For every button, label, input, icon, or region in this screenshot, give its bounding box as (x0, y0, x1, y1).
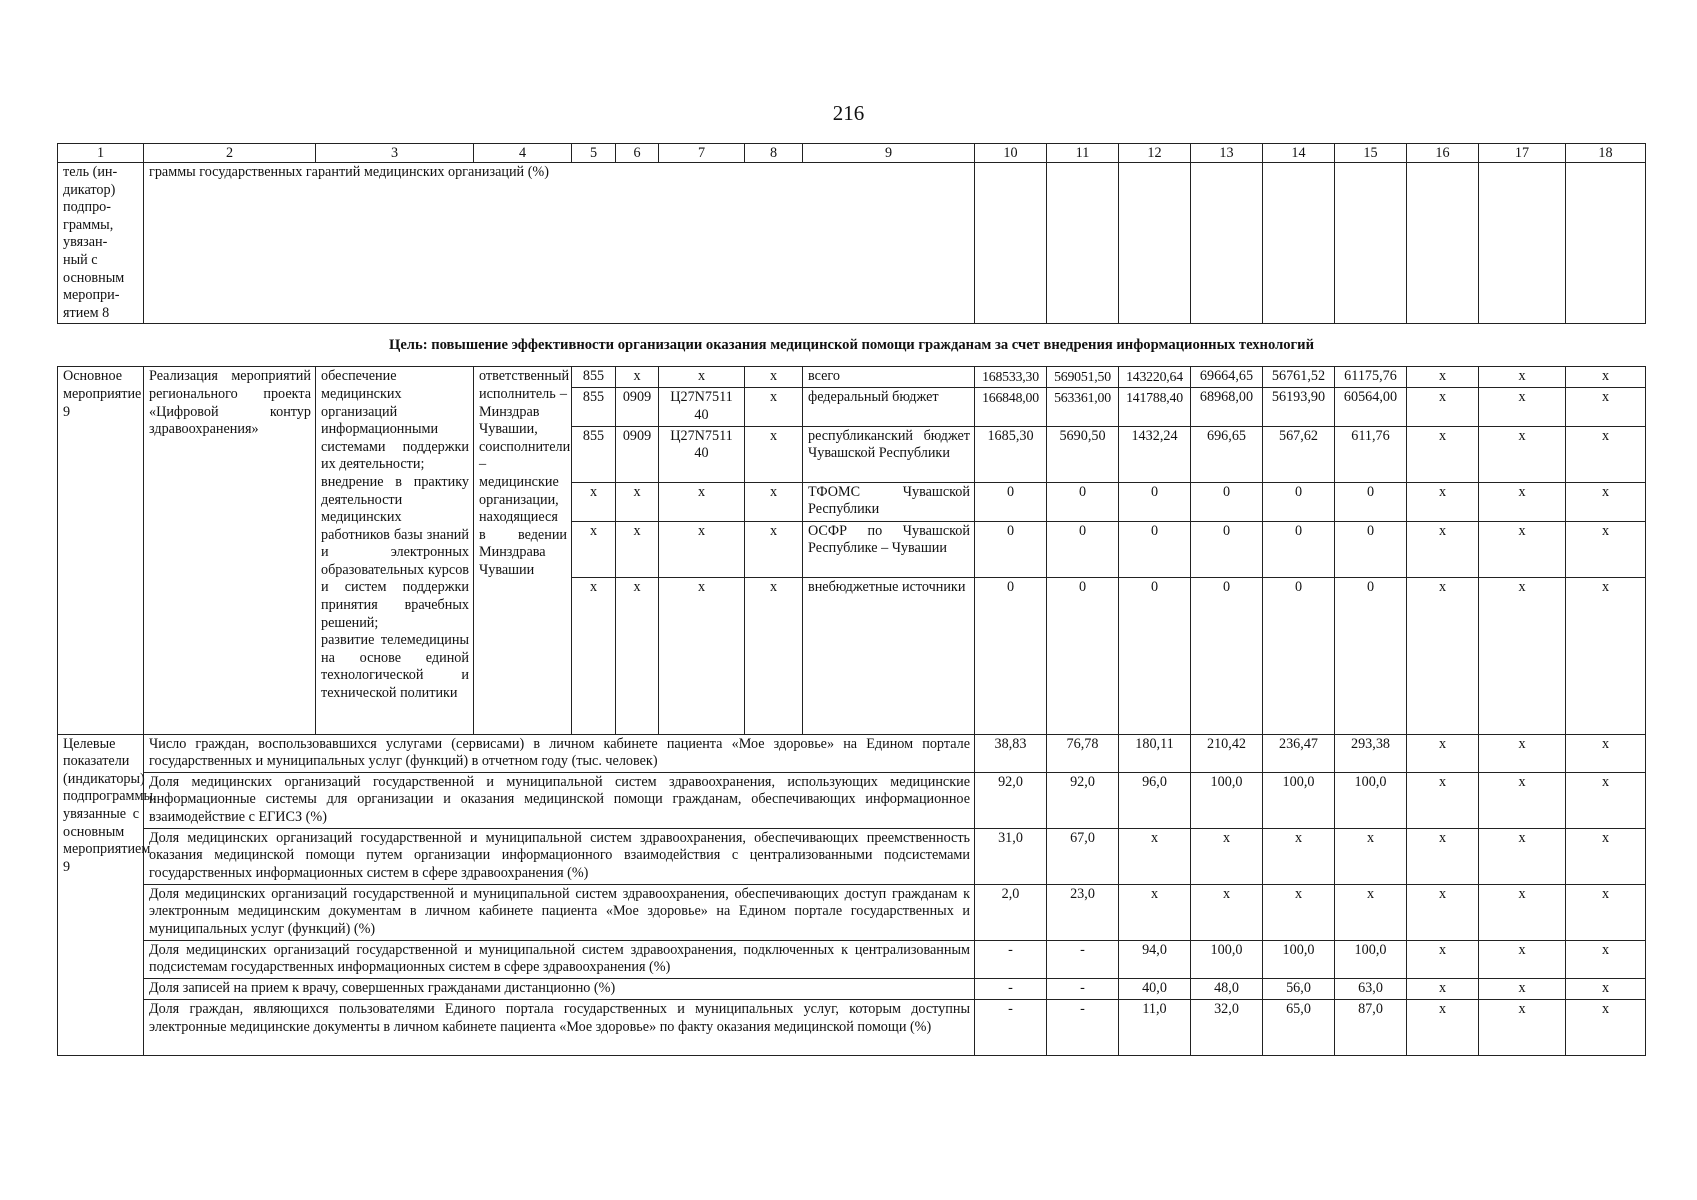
column-number: 4 (474, 144, 572, 163)
value-cell: x (1479, 388, 1566, 426)
value-cell: x (1479, 521, 1566, 577)
expense-type-cell: x (745, 521, 803, 577)
value-cell: x (1119, 828, 1191, 884)
value-cell: 1432,24 (1119, 426, 1191, 482)
funding-row (58, 367, 1646, 388)
indicator-text-cell: Доля медицинских организаций государственной и муниципальной систем здравоохранения, обеспечивающих доступ гражданам к электронным медицинским документам в личном кабинете пациента «Мое здоровье» на Едином портале государственных и муниципальных услуг (функций) (%) (144, 884, 975, 940)
funding-source-cell: ТФОМС Чувашской Республики (803, 482, 975, 521)
column-number: 1 (58, 144, 144, 163)
value-cell: 696,65 (1191, 426, 1263, 482)
column-number: 5 (572, 144, 616, 163)
value-cell: 0 (1047, 521, 1119, 577)
value-cell: 0 (975, 521, 1047, 577)
value-cell: 0 (975, 577, 1047, 734)
value-cell: 67,0 (1047, 828, 1119, 884)
column-number-row (58, 144, 1646, 163)
value-cell: 61175,76 (1335, 367, 1407, 388)
budget-code-cell: x (572, 577, 616, 734)
target-indicator-row (58, 940, 1646, 978)
value-cell: 0 (1263, 577, 1335, 734)
funding-source-cell: федеральный бюджет (803, 388, 975, 426)
value-cell: x (1407, 367, 1479, 388)
value-cell: 31,0 (975, 828, 1047, 884)
value-cell: 0 (1191, 482, 1263, 521)
value-cell: 56761,52 (1263, 367, 1335, 388)
column-number: 2 (144, 144, 316, 163)
value-cell: x (1479, 482, 1566, 521)
page-number: 216 (832, 101, 865, 125)
budget-code-cell: x (572, 482, 616, 521)
column-number: 15 (1335, 144, 1407, 163)
value-cell: x (1566, 940, 1646, 978)
value-cell: 92,0 (1047, 772, 1119, 828)
funding-source-cell: ОСФР по Чувашской Республике – Чувашии (803, 521, 975, 577)
value-cell: x (1407, 999, 1479, 1055)
value-cell: 0 (1047, 482, 1119, 521)
value-cell: 38,83 (975, 734, 1047, 772)
value-cell: 63,0 (1335, 978, 1407, 999)
goal-text: Цель: повышение эффективности организации оказания медицинской помощи гражданам за счет внедрения информационных технологий (58, 324, 1646, 367)
target-article-cell: x (659, 367, 745, 388)
indicator-text-cell: Доля медицинских организаций государственной и муниципальной систем здравоохранения, подключенных к централизованным подсистемам государственных информационных систем в сфере здравоохранения (%) (144, 940, 975, 978)
value-cell: x (1407, 978, 1479, 999)
value-cell: x (1407, 772, 1479, 828)
value-cell: 1685,30 (975, 426, 1047, 482)
value-cell: x (1479, 367, 1566, 388)
empty-value-cell (975, 163, 1047, 324)
value-cell: 180,11 (1119, 734, 1191, 772)
column-number: 13 (1191, 144, 1263, 163)
budget-code-cell: 855 (572, 388, 616, 426)
value-cell: 2,0 (975, 884, 1047, 940)
target-indicator-row (58, 978, 1646, 999)
expense-type-cell: x (745, 426, 803, 482)
value-cell: 567,62 (1263, 426, 1335, 482)
value-cell: 23,0 (1047, 884, 1119, 940)
value-cell: 96,0 (1119, 772, 1191, 828)
value-cell: x (1566, 999, 1646, 1055)
targets-label-cell: Целевые показатели (индикаторы) подпрограммы, увязанные с основным мероприятием 9 (58, 734, 144, 1055)
value-cell: 56193,90 (1263, 388, 1335, 426)
indicator-text-cell: Доля записей на прием к врачу, совершенных гражданами дистанционно (%) (144, 978, 975, 999)
value-cell: 0 (975, 482, 1047, 521)
value-cell: 141788,40 (1119, 388, 1191, 426)
section-code-cell: x (616, 577, 659, 734)
value-cell: 40,0 (1119, 978, 1191, 999)
value-cell: 0 (1119, 521, 1191, 577)
value-cell: x (1407, 884, 1479, 940)
value-cell: 143220,64 (1119, 367, 1191, 388)
value-cell: x (1566, 388, 1646, 426)
value-cell: 0 (1191, 577, 1263, 734)
indicator-label-cell: тель (ин- дикатор) подпро- граммы, увязан- ный с основным меропри- ятием 8 (58, 163, 144, 324)
value-cell: x (1566, 577, 1646, 734)
indicator-text-cell: граммы государственных гарантий медицинских организаций (%) (144, 163, 975, 324)
measure-description-cell: обеспечение медицинских организаций информационными системами поддержки их деятельности; внедрение в практику деятельности медицинских работников базы знаний и электронных образовательных курсов и систем поддержки принятия врачебных решений; развитие телемедицины на основе единой технологической и технической политики (316, 367, 474, 734)
target-indicator-row (58, 772, 1646, 828)
value-cell: 100,0 (1335, 772, 1407, 828)
value-cell: 65,0 (1263, 999, 1335, 1055)
value-cell: - (975, 940, 1047, 978)
value-cell: 210,42 (1191, 734, 1263, 772)
value-cell: 0 (1263, 482, 1335, 521)
section-code-cell: x (616, 482, 659, 521)
value-cell: 94,0 (1119, 940, 1191, 978)
section-code-cell: x (616, 367, 659, 388)
target-indicator-row (58, 828, 1646, 884)
column-number: 3 (316, 144, 474, 163)
value-cell: x (1407, 426, 1479, 482)
goal-row (58, 324, 1646, 367)
value-cell: 236,47 (1263, 734, 1335, 772)
value-cell: 60564,00 (1335, 388, 1407, 426)
value-cell: 0 (1335, 577, 1407, 734)
value-cell: x (1407, 388, 1479, 426)
measure-label-cell: Основное мероприятие 9 (58, 367, 144, 734)
indicator-text-cell: Доля граждан, являющихся пользователями Единого портала государственных и муниципальных услуг, которым доступны электронные медицинские документы в личном кабинете пациента «Мое здоровье» по факту оказания медицинской помощи (%) (144, 999, 975, 1055)
value-cell: 87,0 (1335, 999, 1407, 1055)
target-indicator-row (58, 734, 1646, 772)
value-cell: 48,0 (1191, 978, 1263, 999)
value-cell: x (1566, 772, 1646, 828)
measure-name-cell: Реализация мероприятий регионального проекта «Цифровой контур здравоохранения» (144, 367, 316, 734)
continuation-row (58, 163, 1646, 324)
empty-value-cell (1119, 163, 1191, 324)
value-cell: x (1407, 828, 1479, 884)
value-cell: x (1566, 482, 1646, 521)
value-cell: 76,78 (1047, 734, 1119, 772)
value-cell: x (1566, 828, 1646, 884)
value-cell: x (1479, 828, 1566, 884)
value-cell: - (1047, 999, 1119, 1055)
target-article-cell: Ц27N7511 40 (659, 426, 745, 482)
funding-source-cell: всего (803, 367, 975, 388)
value-cell: x (1407, 940, 1479, 978)
column-number: 11 (1047, 144, 1119, 163)
column-number: 12 (1119, 144, 1191, 163)
expense-type-cell: x (745, 367, 803, 388)
value-cell: 69664,65 (1191, 367, 1263, 388)
budget-code-cell: 855 (572, 367, 616, 388)
value-cell: 32,0 (1191, 999, 1263, 1055)
value-cell: - (975, 999, 1047, 1055)
value-cell: 92,0 (975, 772, 1047, 828)
value-cell: 100,0 (1263, 940, 1335, 978)
value-cell: 11,0 (1119, 999, 1191, 1055)
value-cell: 56,0 (1263, 978, 1335, 999)
value-cell: x (1407, 521, 1479, 577)
value-cell: 563361,00 (1047, 388, 1119, 426)
value-cell: x (1479, 940, 1566, 978)
empty-value-cell (1191, 163, 1263, 324)
column-number: 9 (803, 144, 975, 163)
value-cell: - (975, 978, 1047, 999)
section-code-cell: 0909 (616, 388, 659, 426)
value-cell: 100,0 (1335, 940, 1407, 978)
column-number: 6 (616, 144, 659, 163)
value-cell: x (1479, 426, 1566, 482)
value-cell: x (1566, 884, 1646, 940)
target-indicator-row (58, 884, 1646, 940)
section-code-cell: x (616, 521, 659, 577)
column-number: 18 (1566, 144, 1646, 163)
value-cell: 68968,00 (1191, 388, 1263, 426)
empty-value-cell (1407, 163, 1479, 324)
value-cell: 100,0 (1191, 940, 1263, 978)
value-cell: x (1566, 734, 1646, 772)
value-cell: x (1479, 884, 1566, 940)
value-cell: x (1335, 828, 1407, 884)
value-cell: x (1335, 884, 1407, 940)
value-cell: 0 (1047, 577, 1119, 734)
indicator-text-cell: Доля медицинских организаций государственной и муниципальной систем здравоохранения, использующих медицинские информационные системы для организации и оказания медицинской помощи гражданам, обеспечивающих информационное взаимодействие с ЕГИСЗ (%) (144, 772, 975, 828)
value-cell: x (1191, 884, 1263, 940)
value-cell: 0 (1119, 482, 1191, 521)
value-cell: 611,76 (1335, 426, 1407, 482)
value-cell: x (1479, 978, 1566, 999)
value-cell: - (1047, 940, 1119, 978)
expense-type-cell: x (745, 388, 803, 426)
value-cell: x (1191, 828, 1263, 884)
value-cell: x (1566, 367, 1646, 388)
value-cell: x (1407, 577, 1479, 734)
value-cell: 5690,50 (1047, 426, 1119, 482)
target-article-cell: x (659, 521, 745, 577)
value-cell: x (1263, 828, 1335, 884)
column-number: 16 (1407, 144, 1479, 163)
value-cell: 0 (1263, 521, 1335, 577)
value-cell: x (1479, 577, 1566, 734)
target-indicator-row (58, 999, 1646, 1055)
value-cell: x (1566, 521, 1646, 577)
value-cell: 0 (1335, 521, 1407, 577)
column-number: 8 (745, 144, 803, 163)
column-number: 17 (1479, 144, 1566, 163)
value-cell: x (1263, 884, 1335, 940)
target-article-cell: Ц27N7511 40 (659, 388, 745, 426)
target-article-cell: x (659, 482, 745, 521)
budget-code-cell: x (572, 521, 616, 577)
value-cell: x (1479, 999, 1566, 1055)
column-number: 7 (659, 144, 745, 163)
value-cell: 0 (1335, 482, 1407, 521)
budget-code-cell: 855 (572, 426, 616, 482)
funding-source-cell: республиканский бюджет Чувашской Республики (803, 426, 975, 482)
value-cell: x (1479, 772, 1566, 828)
empty-value-cell (1479, 163, 1566, 324)
value-cell: x (1407, 482, 1479, 521)
value-cell: 293,38 (1335, 734, 1407, 772)
value-cell: 166848,00 (975, 388, 1047, 426)
expense-type-cell: x (745, 482, 803, 521)
empty-value-cell (1263, 163, 1335, 324)
empty-value-cell (1047, 163, 1119, 324)
value-cell: x (1119, 884, 1191, 940)
indicator-text-cell: Число граждан, воспользовавшихся услугами (сервисами) в личном кабинете пациента «Мое здоровье» на Едином портале государственных и муниципальных услуг (функций) в отчетном году (тыс. человек) (144, 734, 975, 772)
value-cell: 0 (1119, 577, 1191, 734)
value-cell: 100,0 (1191, 772, 1263, 828)
column-number: 14 (1263, 144, 1335, 163)
value-cell: 569051,50 (1047, 367, 1119, 388)
program-table (57, 143, 1646, 1056)
value-cell: x (1566, 978, 1646, 999)
empty-value-cell (1335, 163, 1407, 324)
column-number: 10 (975, 144, 1047, 163)
funding-source-cell: внебюджетные источники (803, 577, 975, 734)
indicator-text-cell: Доля медицинских организаций государственной и муниципальной систем здравоохранения, обеспечивающих преемственность оказания медицинской помощи путем организации информационного взаимодействия с централизованными подсистемами государственных информационных систем в сфере здравоохранения (%) (144, 828, 975, 884)
value-cell: x (1407, 734, 1479, 772)
empty-value-cell (1566, 163, 1646, 324)
section-code-cell: 0909 (616, 426, 659, 482)
expense-type-cell: x (745, 577, 803, 734)
value-cell: 100,0 (1263, 772, 1335, 828)
target-article-cell: x (659, 577, 745, 734)
value-cell: x (1479, 734, 1566, 772)
executor-cell: ответственный исполнитель – Минздрав Чувашии, соисполнители – медицинские организации, находящиеся в ведении Минздрава Чувашии (474, 367, 572, 734)
value-cell: - (1047, 978, 1119, 999)
value-cell: x (1566, 426, 1646, 482)
value-cell: 0 (1191, 521, 1263, 577)
value-cell: 168533,30 (975, 367, 1047, 388)
